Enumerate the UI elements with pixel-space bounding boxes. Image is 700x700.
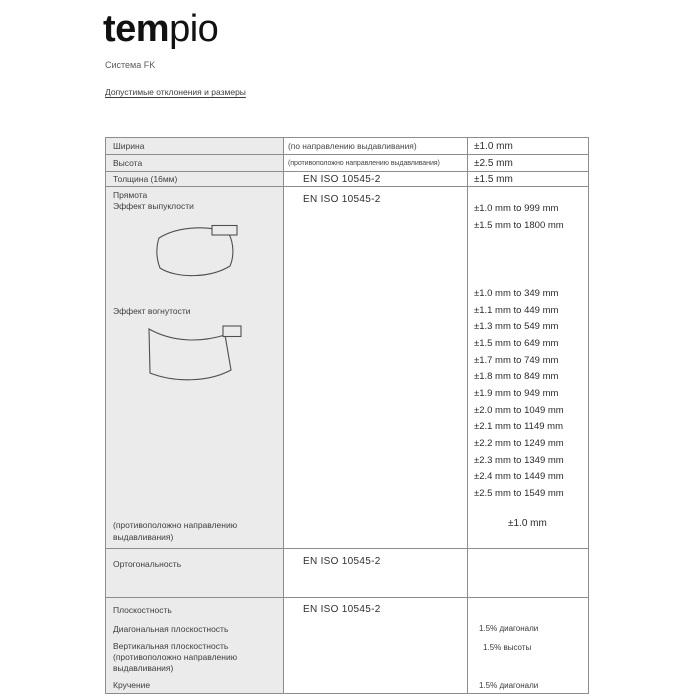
vertical-flatness-label: Вертикальная плоскостность (противоположно направлению выдавливания): [113, 641, 238, 673]
width-value: ±1.0 mm: [474, 140, 513, 152]
concave-value: ±1.1 mm to 449 mm: [474, 304, 559, 316]
table-row-thickness: [106, 172, 588, 187]
table-row-width: [106, 138, 588, 155]
convex-value: ±1.5 mm to 1800 mm: [474, 219, 564, 231]
height-method: (противоположно направлению выдавливания): [288, 159, 440, 167]
concavity-values: [474, 286, 564, 503]
system-subtitle: Система FK: [105, 60, 156, 70]
tempio-logo: [103, 8, 218, 51]
concave-value: ±1.8 mm to 849 mm: [474, 371, 559, 383]
thickness-method: EN ISO 10545-2: [303, 173, 381, 185]
tolerances-table: [105, 137, 589, 694]
concave-value: ±1.3 mm to 549 mm: [474, 321, 559, 333]
logo-light-part: pio: [169, 8, 219, 50]
convexity-label: Эффект выпуклости: [113, 201, 194, 211]
height-value: ±2.5 mm: [474, 157, 513, 169]
concave-value: ±2.0 mm to 1049 mm: [474, 404, 564, 416]
concavity-diagram: [146, 324, 244, 386]
concave-value: ±2.1 mm to 1149 mm: [474, 421, 563, 433]
orthogonality-label: Ортогональность: [113, 559, 182, 569]
concave-value: ±2.2 mm to 1249 mm: [474, 437, 564, 449]
concave-value: ±2.4 mm to 1449 mm: [474, 471, 564, 483]
straightness-opposite-value: ±1.0 mm: [508, 518, 547, 529]
flatness-label: Плоскостность: [113, 605, 172, 615]
concave-value: ±2.3 mm to 1349 mm: [474, 454, 564, 466]
concave-value: ±2.5 mm to 1549 mm: [474, 487, 564, 499]
table-row-flatness: [106, 598, 588, 693]
width-label: Ширина: [113, 141, 145, 151]
table-row-orthogonality: [106, 549, 588, 598]
concave-value: ±1.9 mm to 949 mm: [474, 387, 559, 399]
torsion-label: Кручение: [113, 680, 151, 690]
orthogonality-method: EN ISO 10545-2: [303, 556, 381, 567]
convexity-values: [474, 201, 564, 234]
table-row-straightness: [106, 187, 588, 549]
thickness-value: ±1.5 mm: [474, 173, 513, 185]
section-title-link[interactable]: Допустимые отклонения и размеры: [105, 87, 246, 97]
torsion-value: 1.5% диагонали: [479, 681, 539, 690]
straightness-method: EN ISO 10545-2: [303, 194, 381, 205]
height-label: Высота: [113, 158, 143, 168]
thickness-label: Толщина (16мм): [113, 174, 178, 184]
concave-value: ±1.7 mm to 749 mm: [474, 354, 559, 366]
diagonal-flatness-value: 1.5% диагонали: [479, 624, 539, 633]
width-method: (по направлению выдавливания): [288, 141, 417, 151]
table-row-height: [106, 155, 588, 172]
convexity-diagram: [152, 221, 240, 281]
straightness-label: Прямота: [113, 190, 148, 200]
concavity-label: Эффект вогнутости: [113, 306, 191, 316]
diagonal-flatness-label: Диагональная плоскостность: [113, 624, 229, 634]
concave-value: ±1.5 mm to 649 mm: [474, 337, 559, 349]
logo-bold-part: tem: [103, 8, 170, 50]
straightness-opposite-label: (противоположно направлению выдавливания): [113, 520, 238, 542]
concave-value: ±1.0 mm to 349 mm: [474, 288, 559, 299]
vertical-flatness-value: 1.5% высоты: [483, 643, 532, 652]
convex-value: ±1.0 mm to 999 mm: [474, 203, 559, 214]
flatness-method: EN ISO 10545-2: [303, 604, 381, 615]
